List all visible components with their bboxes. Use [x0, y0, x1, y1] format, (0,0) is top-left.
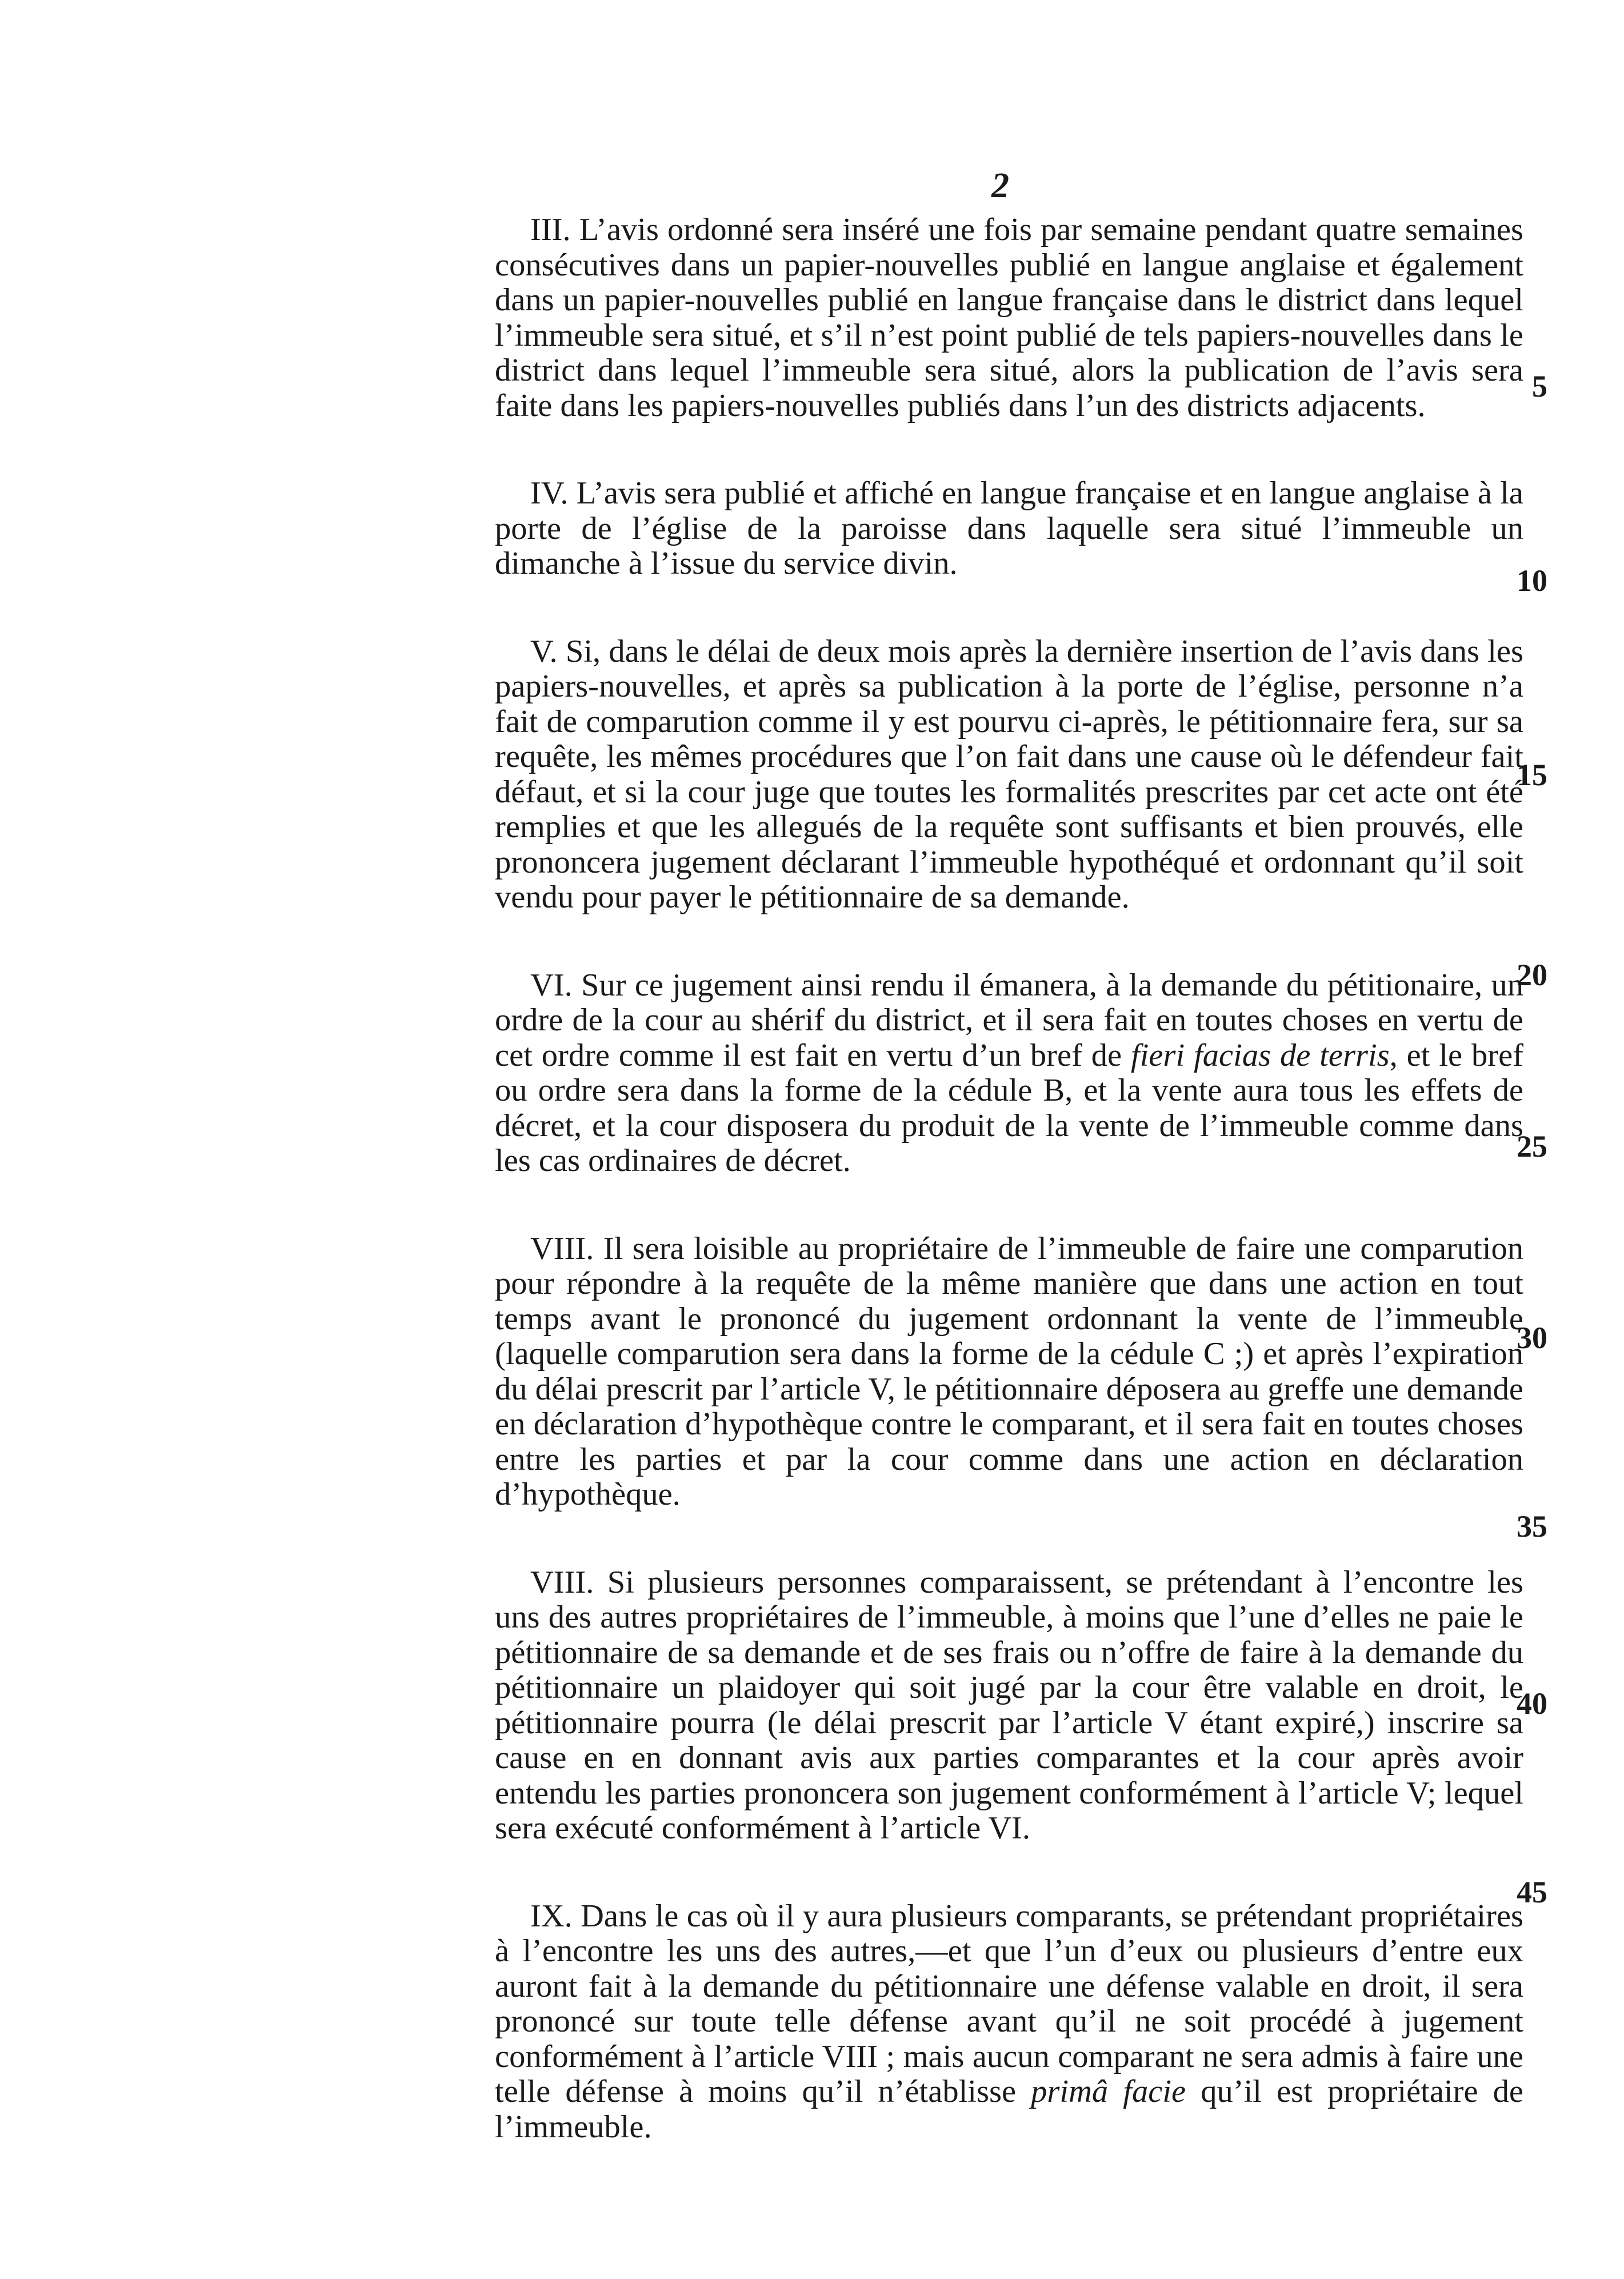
page-number: 2 — [991, 166, 1009, 205]
paragraph-ix — [495, 1899, 1523, 2145]
line-number-35: 35 — [1517, 1509, 1547, 1544]
line-number-30: 30 — [1517, 1321, 1547, 1355]
paragraph-ix-text-after: qu’il est propriétaire de l’immeuble. — [495, 2074, 1523, 2145]
line-number-25: 25 — [1517, 1129, 1547, 1164]
line-number-5: 5 — [1532, 369, 1547, 403]
line-number-45: 45 — [1517, 1875, 1547, 1909]
line-number-20: 20 — [1517, 958, 1547, 992]
paragraph-ix-text-before: IX. Dans le cas où il y aura plusieurs comparants, se prétendant propriétaires à l’encontre les uns des autres,—et que l’un d’eux ou plusieurs d’entre eux auront fait à la demande du pétitionnaire une défense valable en droit, il sera prononcé sur toute telle défense avant qu’il ne soit procédé à jugement conformément à l’article VIII ; mais aucun comparant ne sera admis à faire une telle défense à moins qu’il n’établisse — [495, 1898, 1523, 2109]
document-body — [495, 213, 1523, 2145]
paragraph-viii: VIII. Si plusieurs personnes comparaissent, se prétendant à l’encontre les uns des autres propriétaires de l’immeuble, à moins que l’une d’elles ne paie le pétitionnaire de sa demande et de ses frais ou n’offre de faire à la demande du pétitionnaire un plaidoyer qui soit jugé par la cour être valable en droit, le pétitionnaire pourra (le délai prescrit par l’article V étant expiré,) inscrire sa cause en en donnant avis aux parties comparantes et la cour après avoir entendu les parties prononcera son jugement conformément à l’article V; lequel sera exécuté conformément à l’article VI. — [495, 1564, 1523, 1846]
line-number-15: 15 — [1517, 758, 1547, 792]
paragraph-v: V. Si, dans le délai de deux mois après la dernière insertion de l’avis dans les papiers-nouvelles, et après sa publication à la porte de l’église, personne n’a fait de comparution comme il y est pourvu ci-après, le pétitionnaire fera, sur sa requête, les mêmes procédures que l’on fait dans une cause où le défendeur fait défaut, et si la cour juge que toutes les formalités prescrites par cet acte ont été remplies et que les allegués de la requête sont suffisants et bien prouvés, elle prononcera jugement déclarant l’immeuble hypothéqué et ordonnant qu’il soit vendu pour payer le pétitionnaire de sa demande. — [495, 633, 1523, 915]
paragraph-vi — [495, 968, 1523, 1179]
paragraph-vi-text-before: VI. Sur ce jugement ainsi rendu il émanera, à la demande du pétitionaire, un ordre de la cour au shérif du district, et il sera fait en toutes choses en vertu de cet ordre comme il est fait en vertu d’un bref de — [495, 967, 1523, 1073]
paragraph-ix-italic: primâ facie — [1031, 2074, 1186, 2109]
paragraph-vii: VIII. Il sera loisible au propriétaire de l’immeuble de faire une comparution pour répondre à la requête de la même manière que dans une action en tout temps avant le prononcé du jugement ordonnant la vente de l’immeuble (laquelle comparution sera dans la forme de la cédule C ;) et après l’expiration du délai prescrit par l’article V, le pétitionnaire déposera au greffe une demande en déclaration d’hypothèque contre le comparant, et il sera fait en toutes choses entre les parties et par la cour comme dans une action en déclaration d’hypothèque. — [495, 1230, 1523, 1512]
paragraph-vi-italic: fieri facias de terris — [1131, 1037, 1390, 1073]
line-number-40: 40 — [1517, 1686, 1547, 1721]
paragraph-iv: IV. L’avis sera publié et affiché en langue française et en langue anglaise à la porte de l’église de la paroisse dans laquelle sera situé l’immeuble un dimanche à l’issue du service divin. — [495, 475, 1523, 581]
paragraph-vi-text-after: , et le bref ou ordre sera dans la forme de la cédule B, et la vente aura tous les effets de décret, et la cour disposera du produit de la vente de l’immeuble comme dans les cas ordinaires de décret. — [495, 1037, 1523, 1178]
line-number-10: 10 — [1517, 563, 1547, 598]
paragraph-iii: III. L’avis ordonné sera inséré une fois par semaine pendant quatre semaines consécutives dans un papier-nouvelles publié en langue anglaise et également dans un papier-nouvelles publié en langue française dans le district dans lequel l’immeuble sera situé, et s’il n’est point publié de tels papiers-nouvelles dans le district dans lequel l’immeuble sera situé, alors la publication de l’avis sera faite dans les papiers-nouvelles publiés dans l’un des districts adjacents. — [495, 212, 1523, 423]
